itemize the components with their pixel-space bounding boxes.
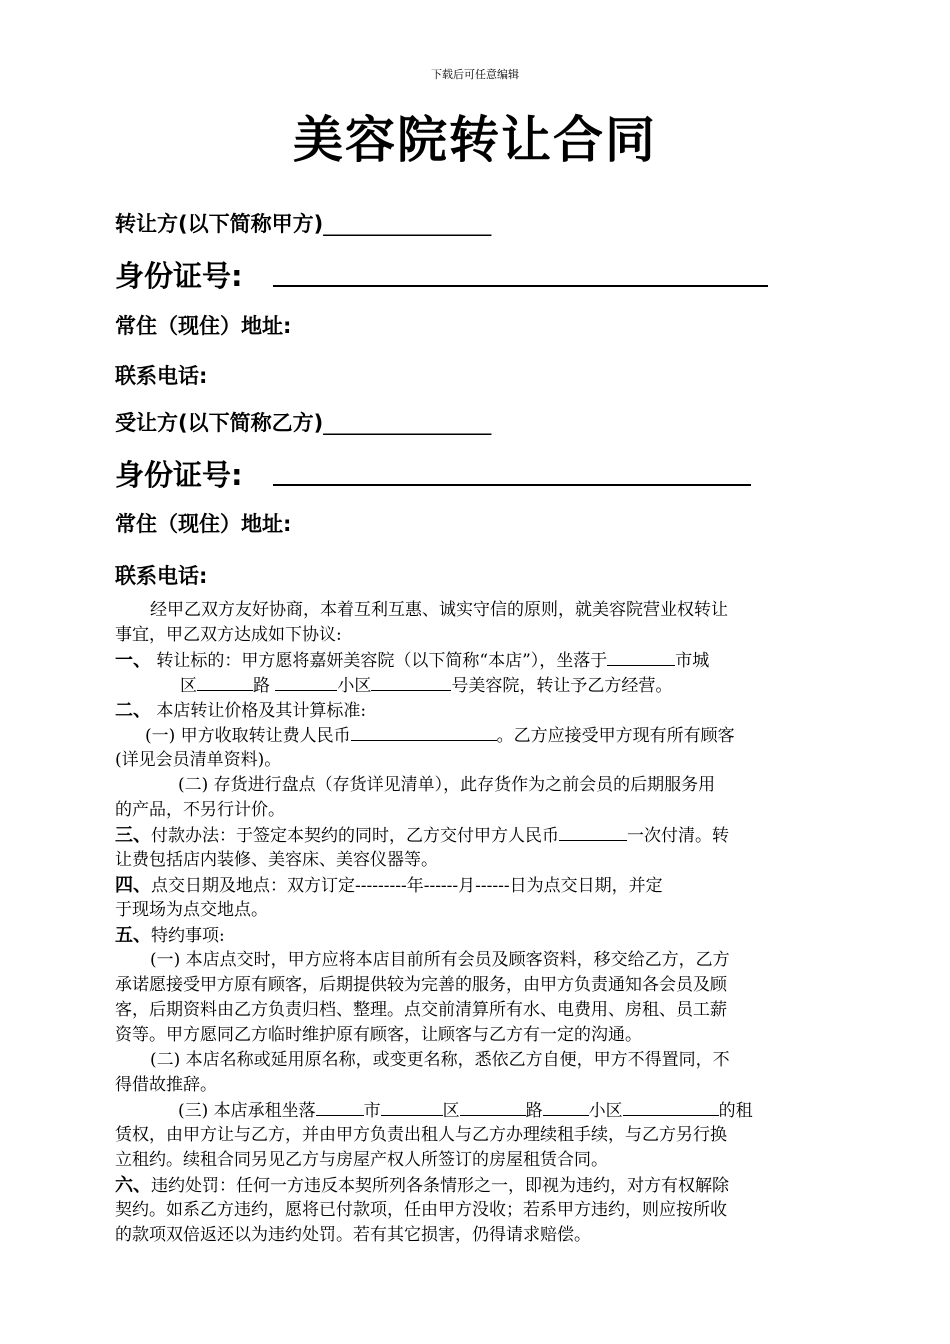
intro-line-1: 经甲乙双方友好协商，本着互利互惠、诚实守信的原则，就美容院营业权转让 xyxy=(150,600,728,620)
section-5-heading xyxy=(115,923,225,949)
lease-text-f: 的租 xyxy=(718,1101,753,1121)
lease-district-blank[interactable] xyxy=(381,1098,443,1116)
party-a-id-label: 身份证号: xyxy=(115,259,243,293)
section-6-text-1: 违约处罚：任何一方违反本契所列各条情形之一，即视为违约，对方有权解除 xyxy=(151,1176,729,1196)
section-3-text-a: 付款办法：于签定本契约的同时，乙方交付甲方人民币 xyxy=(151,826,559,846)
section-5-item-2-line-1: (二) 本店名称或延用原名称，或变更名称，悉依乙方自便，甲方不得置同，不 xyxy=(150,1050,730,1070)
section-2-number: 二、 xyxy=(115,700,151,721)
section-2-heading-text: 本店转让价格及其计算标准: xyxy=(156,701,367,721)
road-blank[interactable] xyxy=(275,673,337,691)
section-5-item-3-line-2: 赁权，由甲方让与乙方，并由甲方负责出租人与乙方办理续租手续，与乙方另行换 xyxy=(115,1125,727,1145)
party-b-phone-label: 联系电话: xyxy=(115,564,208,588)
section-2-item-1-b: 。乙方应接受甲方现有所有顾客 xyxy=(496,726,735,746)
section-2-item-2-line-2: 的产品，不另行计价。 xyxy=(115,800,285,820)
section-4-line-1 xyxy=(115,873,663,899)
lease-community-label: 小区 xyxy=(588,1101,623,1121)
month-label: 月 xyxy=(458,876,476,896)
section-3-text-b: 一次付清。转 xyxy=(627,826,729,846)
road-label: 路 xyxy=(253,676,270,696)
section-2-item-1 xyxy=(145,723,735,749)
section-1-number: 一、 xyxy=(115,650,151,671)
section-4-text-a: 点交日期及地点：双方订定 xyxy=(151,876,355,896)
lease-road-label: 路 xyxy=(525,1101,543,1121)
payment-blank[interactable] xyxy=(559,823,627,841)
page-header: 下载后可任意编辑 xyxy=(431,68,519,81)
section-6-line-1 xyxy=(115,1173,729,1199)
section-2-item-1-line-2: (详见会员清单资料)。 xyxy=(115,750,282,770)
party-a-address-label: 常住（现住）地址: xyxy=(115,314,292,338)
party-a-phone-label: 联系电话: xyxy=(115,364,208,388)
district-blank[interactable] xyxy=(197,673,253,691)
lease-road-blank[interactable] xyxy=(460,1098,526,1116)
section-6-line-3: 的款项双倍返还以为违约处罚。若有其它损害，仍得请求赔偿。 xyxy=(115,1225,591,1245)
party-b-id-line[interactable] xyxy=(273,484,751,486)
section-2-item-1-a: (一) 甲方收取转让费人民币 xyxy=(145,726,351,746)
day-blank[interactable]: ------ xyxy=(475,876,510,896)
lease-city-blank[interactable] xyxy=(316,1098,364,1116)
year-label: 年 xyxy=(406,876,424,896)
party-b-id-label: 身份证号: xyxy=(115,458,243,492)
year-blank[interactable]: --------- xyxy=(355,876,407,896)
city-blank[interactable] xyxy=(607,648,675,666)
section-5-item-3-line-3: 立租约。续租合同另见乙方与房屋产权人所签订的房屋租赁合同。 xyxy=(115,1150,608,1170)
party-b-label: 受让方(以下简称乙方) xyxy=(115,411,324,435)
transfer-fee-blank[interactable] xyxy=(351,723,497,741)
section-2-item-2-line-1: (二) 存货进行盘点（存货详见清单），此存货作为之前会员的后期服务用 xyxy=(178,775,716,795)
section-6-number: 六、 xyxy=(115,1175,151,1196)
lease-city-label: 市 xyxy=(363,1101,381,1121)
section-5-item-1-line-1: (一) 本店点交时，甲方应将本店目前所有会员及顾客资料，移交给乙方，乙方 xyxy=(150,950,730,970)
section-3-number: 三、 xyxy=(115,825,151,846)
section-5-item-1-line-4: 资等。甲方愿同乙方临时维护原有顾客，让顾客与乙方有一定的沟通。 xyxy=(115,1025,642,1045)
party-a-id-line[interactable] xyxy=(273,285,768,287)
section-5-item-1-line-3: 客，后期资料由乙方负责归档、整理。点交前清算所有水、电费用、房租、员工薪 xyxy=(115,1000,727,1020)
intro-line-2: 事宜，甲乙双方达成如下协议: xyxy=(115,625,342,645)
section-4-number: 四、 xyxy=(115,875,151,896)
section-4-text-d: 日为点交日期，并定 xyxy=(509,876,663,896)
document-title: 美容院转让合同 xyxy=(293,111,657,169)
month-blank[interactable]: ------ xyxy=(423,876,459,896)
lease-community-blank[interactable] xyxy=(543,1098,589,1116)
party-a-field xyxy=(115,208,491,238)
section-5-item-3-line-1 xyxy=(178,1098,753,1124)
party-a-blank[interactable]: ________________ xyxy=(323,212,492,236)
lease-text-a: (三) 本店承租坐落 xyxy=(178,1101,316,1121)
section-1-line-2 xyxy=(180,673,672,699)
lease-district-label: 区 xyxy=(442,1101,460,1121)
section-1-line-1 xyxy=(115,648,709,674)
section-6-line-2: 契约。如系乙方违约，愿将已付款项，任由甲方没收；若系甲方违约，则应按所收 xyxy=(115,1200,727,1220)
number-blank[interactable] xyxy=(371,673,451,691)
section-4-line-2: 于现场为点交地点。 xyxy=(115,900,268,920)
section-5-number: 五、 xyxy=(115,925,151,946)
party-b-address-label: 常住（现住）地址: xyxy=(115,512,292,536)
section-2-heading xyxy=(115,698,366,724)
party-b-blank[interactable]: ________________ xyxy=(323,411,492,435)
section-3-line-2: 让费包括店内装修、美容床、美容仪器等。 xyxy=(115,850,438,870)
party-b-field xyxy=(115,407,491,437)
section-1-text-a: 转让标的：甲方愿将嘉妍美容院（以下简称“本店”），坐落于 xyxy=(156,651,608,671)
district-label: 区 xyxy=(180,676,197,696)
section-1-text-b: 市城 xyxy=(675,651,710,671)
section-3-line-1 xyxy=(115,823,729,849)
party-a-label: 转让方(以下简称甲方) xyxy=(115,212,324,236)
section-5-item-1-line-2: 承诺愿接受甲方原有顾客，后期提供较为完善的服务，由甲方负责通知各会员及顾 xyxy=(115,975,727,995)
section-5-heading-text: 特约事项: xyxy=(151,926,225,946)
lease-number-blank[interactable] xyxy=(623,1098,719,1116)
section-1-text-d: 号美容院，转让予乙方经营。 xyxy=(451,676,673,696)
community-label: 小区 xyxy=(337,676,372,696)
section-5-item-2-line-2: 得借故推辞。 xyxy=(115,1075,217,1095)
